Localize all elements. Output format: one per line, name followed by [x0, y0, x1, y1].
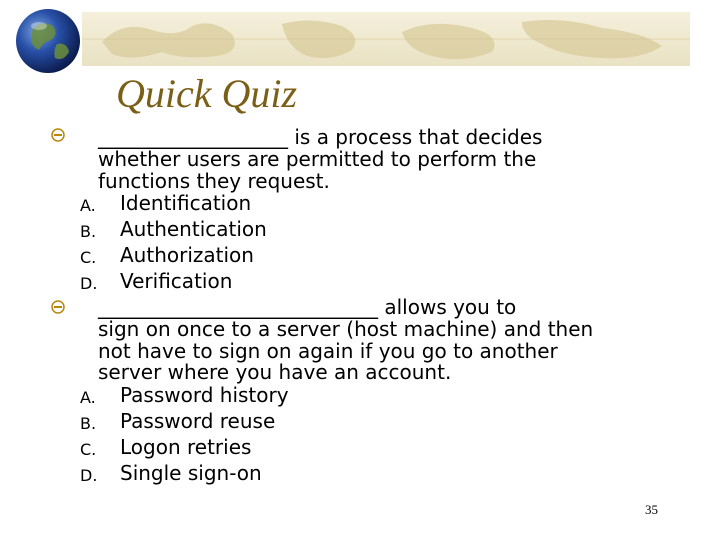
question-1-line-2: whether users are permitted to perform the [98, 147, 537, 171]
option-text: Authentication [120, 217, 267, 241]
option-letter: A. [80, 196, 96, 215]
bullet-icon [51, 128, 65, 142]
option-text: Authorization [120, 243, 254, 267]
option-letter: C. [80, 248, 97, 267]
slide-title: Quick Quiz [116, 71, 298, 116]
option-letter: A. [80, 388, 96, 407]
option-text: Verification [120, 269, 233, 293]
bullet-icon [51, 300, 65, 314]
world-map-decoration [82, 12, 690, 66]
globe-icon [13, 6, 83, 76]
option-text: Single sign-on [120, 461, 262, 485]
question-2-line-4: server where you have an account. [98, 360, 452, 384]
option-letter: C. [80, 440, 97, 459]
option-text: Password history [120, 383, 289, 407]
option-letter: B. [80, 222, 97, 241]
option-text: Identification [120, 191, 252, 215]
page-number: 35 [645, 502, 658, 517]
question-2-line-1: ____________________________ allows you to [98, 295, 517, 319]
question-2-line-2: sign on once to a server (host machine) and then [98, 317, 594, 341]
option-letter: D. [80, 274, 98, 293]
option-letter: B. [80, 414, 97, 433]
question-2-line-3: not have to sign on again if you go to another [98, 339, 558, 363]
option-text: Logon retries [120, 435, 252, 459]
option-letter: D. [80, 466, 98, 485]
question-1-line-1: ___________________ is a process that decides [98, 125, 543, 149]
question-1-line-3: functions they request. [98, 169, 330, 193]
world-map-banner [82, 12, 690, 66]
option-text: Password reuse [120, 409, 276, 433]
